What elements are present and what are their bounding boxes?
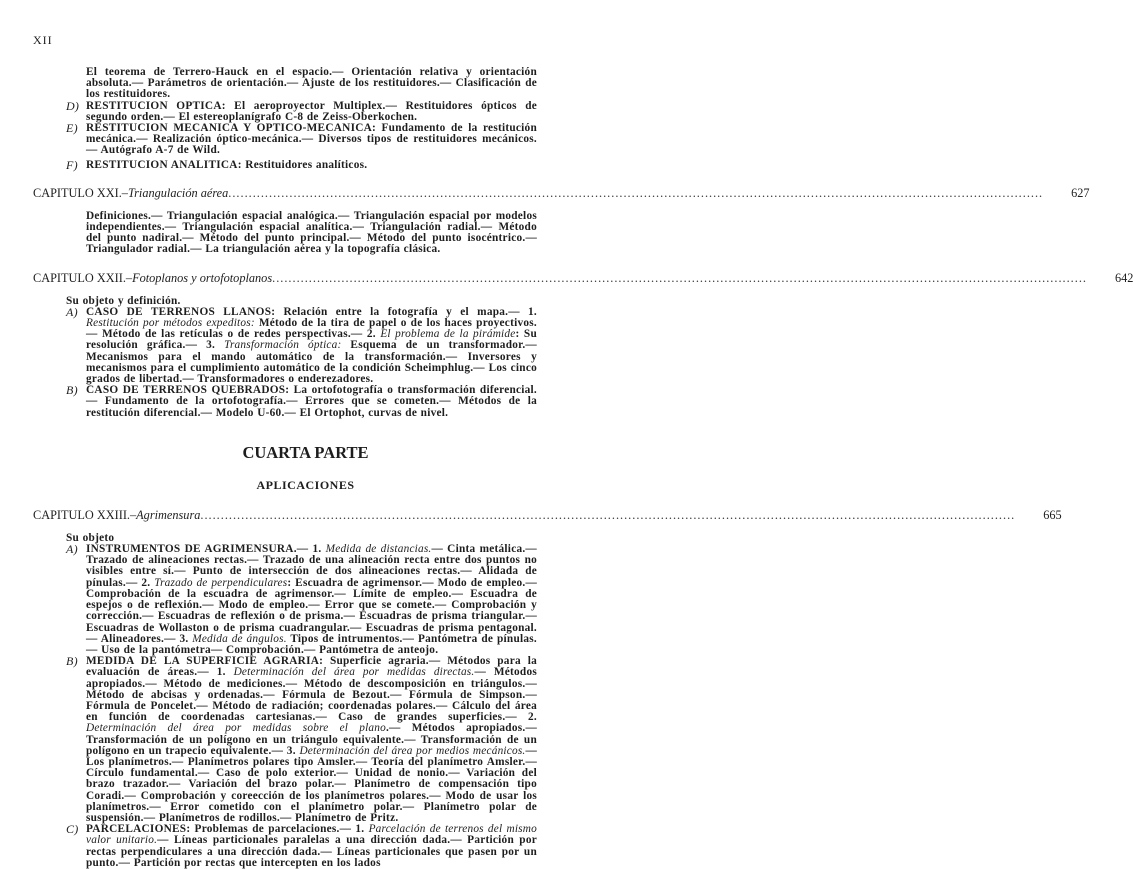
- entry-letter: D): [66, 98, 80, 113]
- page-number: XII: [33, 33, 53, 47]
- part-heading: [33, 443, 578, 493]
- entry-text: Método de la tira de papel o de los haces proyectivos.— Método de las retículas o de redes perspectivas.— 2.: [86, 317, 537, 341]
- chapter-title: Fotoplanos y ortofotoplanos: [132, 270, 273, 285]
- entry-text: Su objeto: [66, 531, 115, 544]
- entry-letter: A): [66, 542, 78, 557]
- entry-text: RESTITUCION OPTICA: El aeroproyector Multiplex.— Restituidores ópticos de segundo orden.— El estereoplanígrafo C-8 de Zeiss-Oberkochen.: [86, 99, 537, 123]
- chapter-page-number: 627: [1071, 185, 1090, 200]
- dot-leader: ........................................................................................................................................................................................................: [200, 507, 1016, 522]
- entry-text: CASO DE TERRENOS QUEBRADOS: La ortofotografía o transformación diferencial.— Fundamento de la ortofotografía.— Errores que se cometen.— Métodos de la restitución diferencial.— Modelo U-60.— El Ortophot, curvas de nivel.: [86, 384, 537, 419]
- entry-text: RESTITUCION MECANICA Y OPTICO-MECANICA: Fundamento de la restitución mecánica.— Realización óptico-mecánica.— Diversos tipos de restituidores mecánicos.— Autógrafo A-7 de Wild.: [86, 122, 537, 157]
- entry-subtitle-italic: Determinación del área por medios mecánicos.: [299, 744, 526, 757]
- entry-subtitle-italic: Medida de ángulos.: [192, 632, 287, 645]
- entry-text: PARCELACIONES: Problemas de parcelaciones.— 1.: [86, 823, 369, 836]
- entry-text: INSTRUMENTOS DE AGRIMENSURA.— 1.: [86, 543, 326, 556]
- entry-subtitle-italic: Determinación del área por medidas directas.: [233, 666, 475, 679]
- toc-entry: [33, 656, 537, 824]
- chapter-title: Agrimensura: [136, 507, 201, 522]
- entry-letter: F): [66, 157, 78, 172]
- entry-text: — Los planímetros.— Planímetros polares tipo Amsler.— Teoría del planímetro Amsler.— Círculo fundamental.— Caso de polo exterior.— Unidad de nonio.— Variación del brazo trazador.— Variación del brazo polar.— Planímetro de compensación tipo Coradi.— Comprobación y coreección de los planímetros polares.— Modo de usar los planímetros.— Error cometido con el planímetro polar.— Planímetro polar de suspensión.— Planímetros de rodillos.— Planímetro de Pritz.: [86, 744, 537, 824]
- toc-entry: [33, 824, 537, 869]
- entry-subtitle-italic: Medida de distancias.: [325, 543, 432, 556]
- entry-subtitle-italic: El problema de la pirámide: [380, 328, 516, 341]
- toc-entry: [33, 385, 537, 419]
- table-of-contents: [33, 66, 1133, 869]
- entry-text: — Métodos apropiados.— Método de mediciones.— Método de descomposición en triángulos.— Método de abcisas y ordenadas.— Fórmula de Bezout.— Fórmula de Simpson.— Fórmula de Poncelet.— Método de radiación; coordenadas polares.— Cálculo del área en función de coordenadas cartesianas.— Caso de grandes superficies.— 2.: [86, 666, 538, 724]
- entry-text: El teorema de Terrero-Hauck en el espacio.— Orientación relativa y orientación absoluta.— Parámetros de orientación.— Ajuste de los restituidores.— Clasificación de los restituidores.: [86, 66, 537, 101]
- chapter-page-number: 665: [1043, 507, 1062, 522]
- chapter-heading: [33, 270, 1133, 286]
- entry-subtitle-italic: Restitución por métodos expeditos:: [86, 317, 255, 330]
- entry-text: — Cinta metálica.— Trazado de alineaciones rectas.— Trazado de una alineación recta entre dos puntos no visibles entre sí.— Punto de intersección de dos alineaciones rectas.— Alidada de pínulas.— 2.: [86, 543, 537, 589]
- toc-entry: [33, 211, 537, 256]
- toc-entry: [33, 157, 537, 172]
- toc-entry: [33, 304, 537, 386]
- entry-subtitle-italic: Determinación del área por medidas sobre el plano: [86, 722, 386, 735]
- chapter-heading: [33, 185, 1090, 201]
- entry-text: MEDIDA DE LA SUPERFICIE AGRARIA: Superficie agraria.— Métodos para la evaluación de áreas.— 1.: [86, 655, 537, 679]
- entry-subtitle-italic: Trazado de perpendiculares: [154, 576, 288, 589]
- entry-letter: B): [66, 654, 78, 669]
- entry-text: Tipos de intrumentos.— Pantómetra de pínulas.— Uso de la pantómetra— Comprobación.— Pantómetra de anteojo.: [86, 632, 537, 656]
- part-subtitle: APLICACIONES: [256, 477, 355, 492]
- dot-leader: ........................................................................................................................................................................................................: [272, 270, 1087, 285]
- chapter-page-number: 642: [1114, 270, 1133, 285]
- dot-leader: ........................................................................................................................................................................................................: [228, 185, 1044, 200]
- entry-letter: C): [66, 822, 79, 837]
- entry-subtitle-italic: Parcelación de terrenos del mismo valor unitario.: [86, 823, 537, 847]
- entry-text: Definiciones.— Triangulación espacial analógica.— Triangulación espacial por modelos independientes.— Triangulación espacial analítica.— Triangulación radial.— Método del punto nadiral.— Método del punto principal.— Método del punto isocéntrico.— Triangulador radial.— La triangulación aérea y la topografía clásica.: [86, 209, 537, 256]
- chapter-title: Triangulación aérea: [127, 185, 229, 200]
- entry-text: CASO DE TERRENOS LLANOS: Relación entre la fotografía y el mapa.— 1.: [86, 305, 537, 318]
- entry-text: — Líneas particionales paralelas a una dirección dada.— Partición por rectas perpendiculares a una dirección dada.— Líneas particionales que pasen por un punto.— Partición por rectas que intercepten en los lados: [86, 834, 537, 869]
- chapter-number: CAPITULO XXI.–: [33, 185, 128, 200]
- toc-entry: [33, 123, 537, 157]
- entry-letter: E): [66, 121, 78, 136]
- chapter-heading: [33, 507, 1062, 523]
- entry-letter: B): [66, 383, 78, 398]
- entry-text: RESTITUCION ANALITICA: Restituidores analíticos.: [86, 158, 368, 171]
- toc-entry: [33, 98, 537, 123]
- entry-text: : Escuadra de agrimensor.— Modo de empleo.— Comprobación de la escuadra de agrimensor.— Límite de empleo.— Escuadra de espejos o de reflexión.— Modo de empleo.— Error que se comete.— Comprobación y corrección.— Escuadras de reflexión o de prisma.— Escuadras de prisma triangular.— Escuadras de Wollaston o de prisma cuadrangular.— Escuadras de prisma pentagonal.— Alineadores.— 3.: [86, 576, 538, 645]
- toc-entry: [33, 67, 537, 101]
- entry-text: : Su resolución gráfica.— 3.: [86, 328, 537, 352]
- entry-subtitle-italic: Transformación óptica:: [224, 339, 342, 352]
- entry-text: Su objeto y definición.: [66, 294, 181, 307]
- chapter-number: CAPITULO XXII.–: [33, 270, 133, 285]
- entry-text: Esquema de un transformador.— Mecanismos para el mando automático de la transformación.— Inversores y mecanismos para el cumplimiento automático de la condición Scheimphlug.— Los cinco grados de libertad.— Transformadores o enderezadores.: [86, 339, 537, 386]
- toc-entry: [33, 544, 537, 656]
- entry-letter: A): [66, 304, 78, 319]
- part-title: CUARTA PARTE: [242, 442, 369, 462]
- entry-text: .— Métodos apropiados.— Transformación de un polígono en un triángulo equivalente.— Transformación de un polígono en un trapecio equivalente.— 3.: [86, 722, 538, 757]
- chapter-number: CAPITULO XXIII.–: [33, 507, 137, 522]
